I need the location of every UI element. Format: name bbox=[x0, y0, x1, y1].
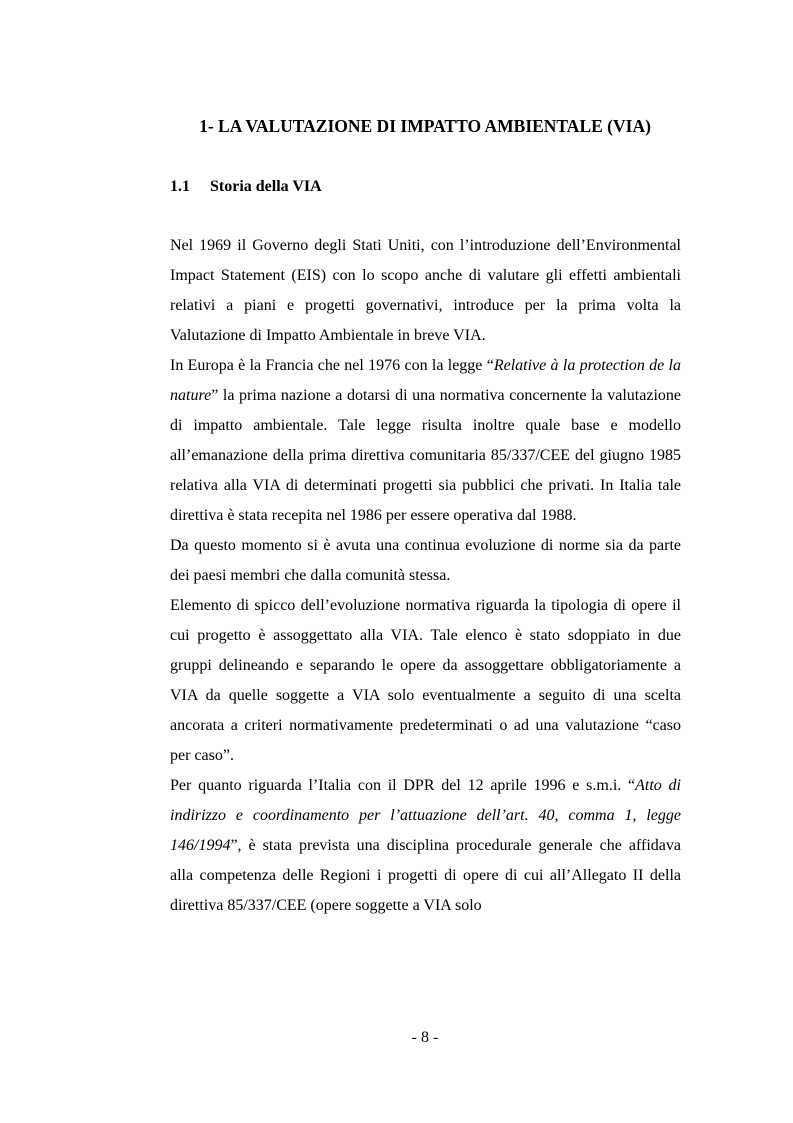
paragraph-1: Nel 1969 il Governo degli Stati Uniti, con l’introduzione dell’Environmental Impact Statement (EIS) con lo scopo anche di valutare gli effetti ambientali relativi a piani e progetti governativi, introduce per la prima volta la Valutazione di Impatto Ambientale in breve VIA. bbox=[170, 237, 681, 344]
chapter-title: 1- LA VALUTAZIONE DI IMPATTO AMBIENTALE (VIA) bbox=[199, 116, 651, 136]
decree-title-italic: Atto di indirizzo e coordinamento per l’attuazione dell’art. 40, comma 1, legge 146/1994 bbox=[170, 777, 681, 854]
paragraph-2-start: In Europa è la Francia che nel 1976 con la legge “ bbox=[170, 357, 494, 374]
section-title: Storia della VIA bbox=[210, 178, 322, 195]
paragraph-5 bbox=[170, 771, 681, 921]
paragraph-2-end: ” la prima nazione a dotarsi di una normativa concernente la valutazione di impatto ambientale. Tale legge risulta inoltre quale base e modello all’emanazione della prima direttiva comunitaria 85/337/CEE del giugno 1985 relativa alla VIA di determinati progetti sia pubblici che privati. In Italia tale direttiva è stata recepita nel 1986 per essere operativa dal 1988. bbox=[170, 387, 681, 524]
section-heading bbox=[170, 176, 322, 198]
paragraph-5-end: ”, è stata prevista una disciplina procedurale generale che affidava alla competenza delle Regioni i progetti di opere di cui all’Allegato II della direttiva 85/337/CEE (opere soggette a VIA solo bbox=[170, 837, 681, 914]
law-title-french: Relative à la protection de la nature bbox=[170, 357, 682, 404]
paragraph-3: Da questo momento si è avuta una continua evoluzione di norme sia da parte dei paesi membri che dalla comunità stessa. bbox=[170, 537, 681, 584]
section-number: 1.1 bbox=[170, 178, 190, 195]
paragraph-4: Elemento di spicco dell’evoluzione normativa riguarda la tipologia di opere il cui progetto è assoggettato alla VIA. Tale elenco è stato sdoppiato in due gruppi delineando e separando le opere da assoggettare obbligatoriamente a VIA da quelle soggette a VIA solo eventualmente a seguito di una scelta ancorata a criteri normativamente predeterminati o ad una valutazione “caso per caso”. bbox=[170, 597, 681, 764]
paragraph-5-start: Per quanto riguarda l’Italia con il DPR del 12 aprile 1996 e s.m.i. “ bbox=[170, 777, 636, 794]
page-number: - 8 - bbox=[411, 1029, 439, 1046]
paragraph-2 bbox=[170, 351, 681, 531]
body-text bbox=[170, 231, 681, 921]
